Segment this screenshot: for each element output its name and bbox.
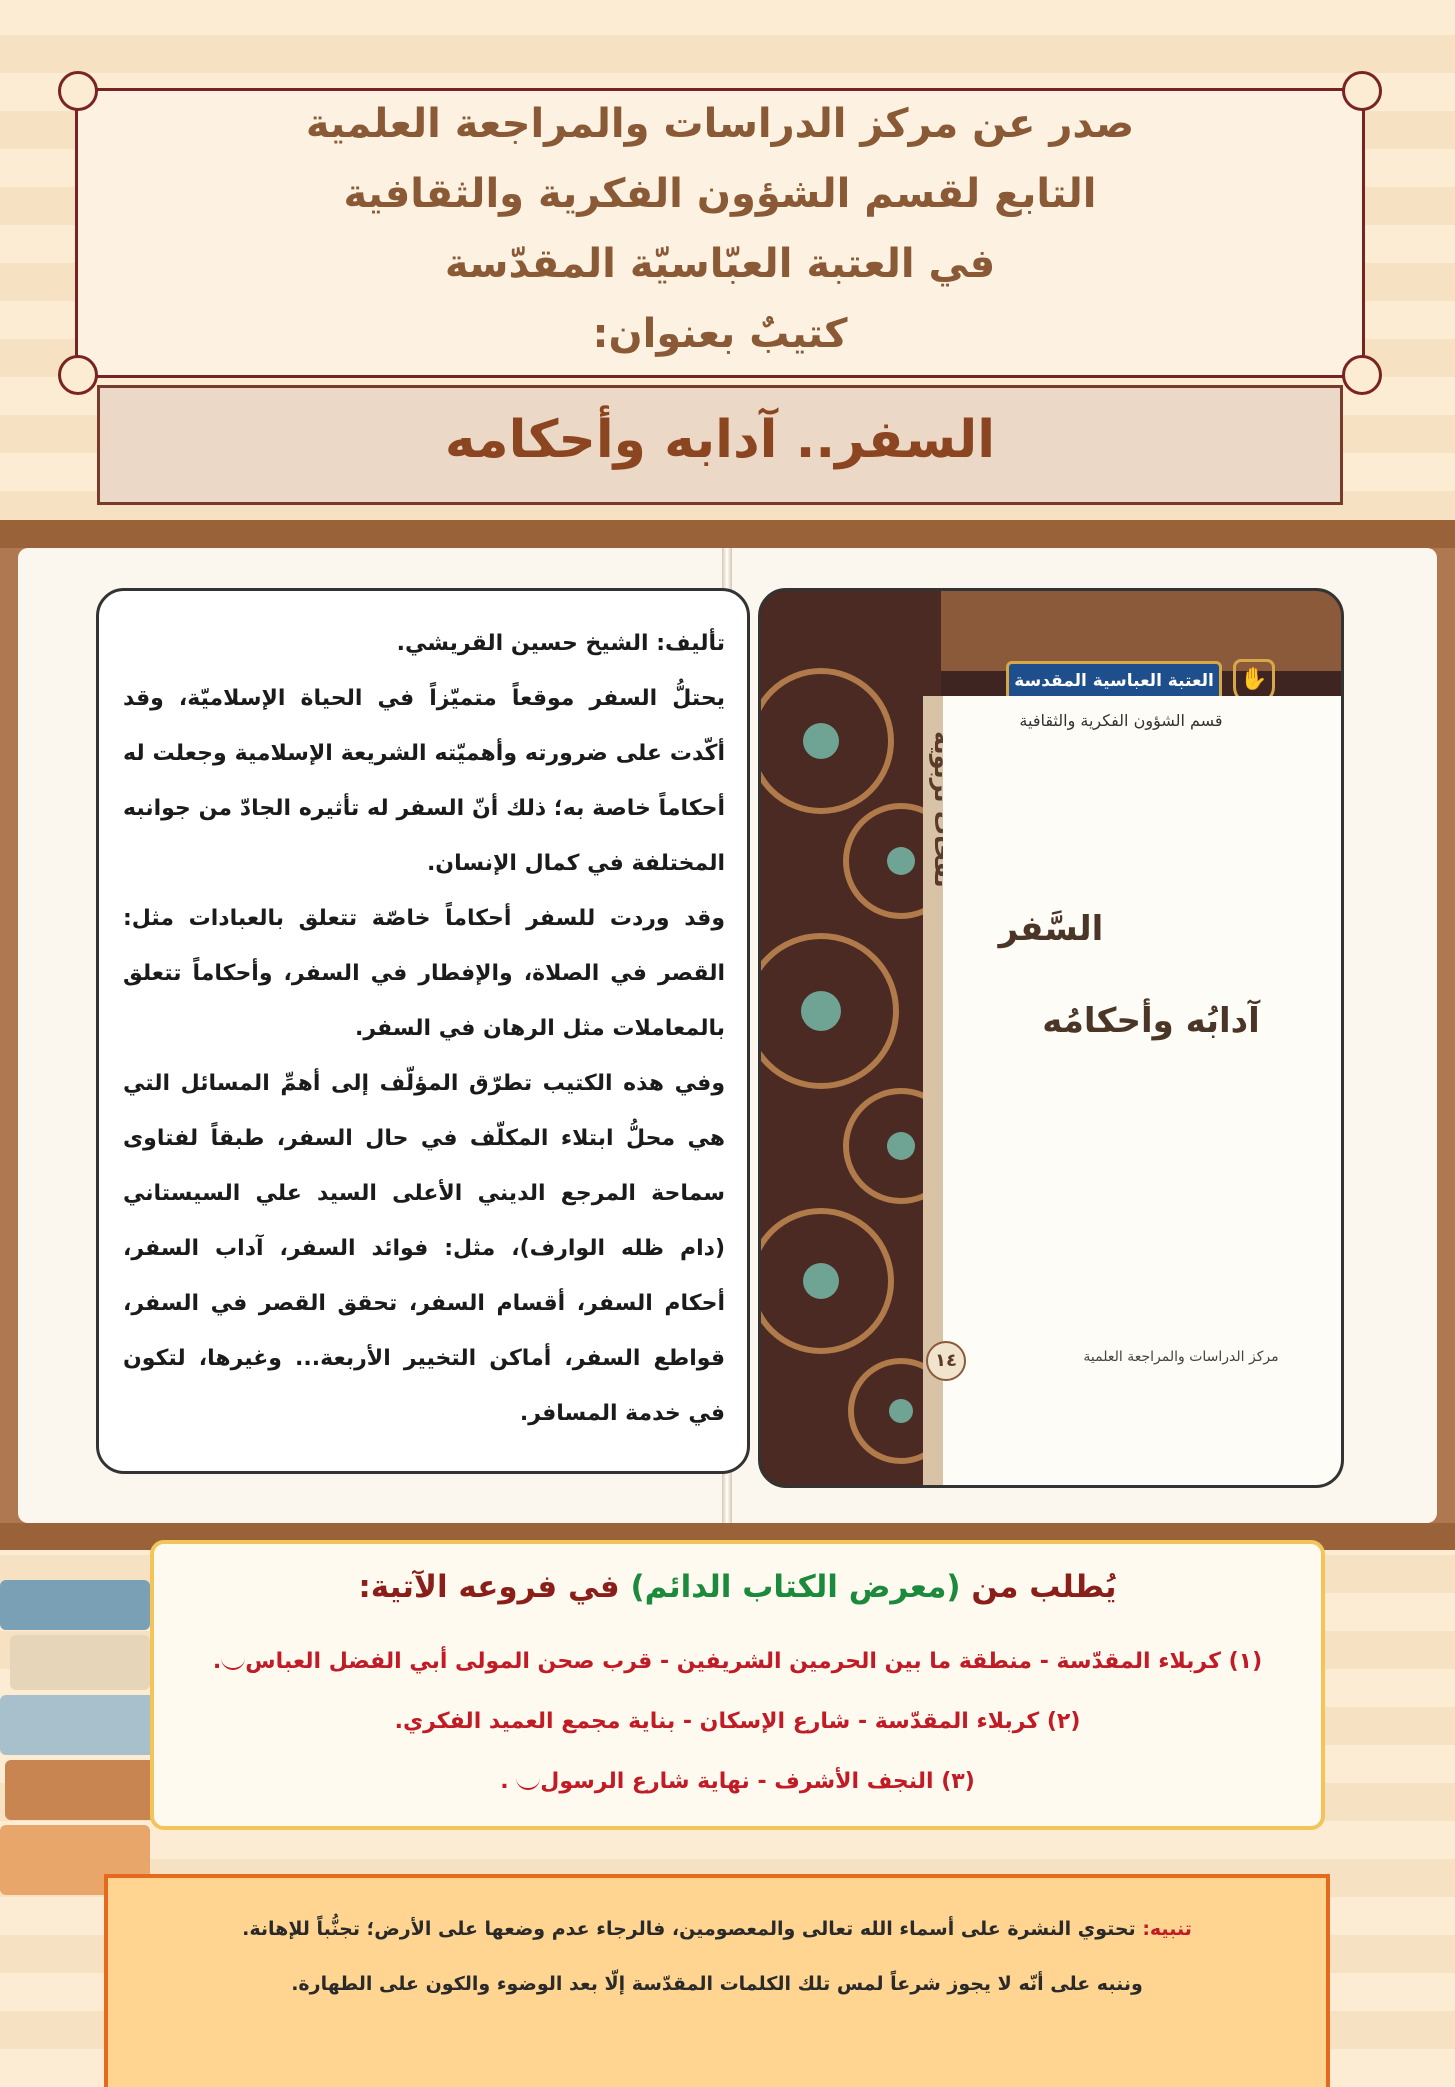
description-text (123, 616, 725, 1441)
hand-emblem-icon: ✋ (1233, 659, 1275, 705)
publisher-header-box (75, 88, 1365, 378)
honorific-seal-icon (221, 1654, 245, 1670)
cover-top-band (941, 591, 1341, 671)
department-label: قسم الشؤون الفكرية والثقافية (1019, 711, 1223, 730)
exhibition-name: (معرض الكتاب الدائم) (630, 1569, 961, 1605)
author-line: تأليف: الشيخ حسين القريشي. (396, 631, 725, 656)
order-prefix: يُطلب من (971, 1569, 1117, 1605)
notice-label: تنبيه: (1142, 1918, 1192, 1940)
order-heading (154, 1569, 1321, 1605)
notice-box (104, 1874, 1330, 2087)
book-title: السفر.. آدابه وأحكامه (444, 410, 996, 470)
cover-title-line-2: آدابُه وأحكامُه (1042, 1001, 1260, 1041)
book-title-box (97, 385, 1343, 505)
description-paragraph-3: وفي هذه الكتيب تطرّق المؤلّف إلى أهمِّ المسائل التي هي محلُّ ابتلاء المكلّف في حال السفر، طبقاً لفتاوى سماحة المرجع الديني الأعلى السيد علي السيستاني (دام ظله الوارف)، مثل: فوائد السفر، آداب السفر، أحكام السفر، أقسام السفر، تحقق القصر في السفر، قواطع السفر، أماكن التخيير الأربعة... وغيرها، لتكون في خدمة المسافر. (123, 1071, 725, 1426)
order-info-box (150, 1540, 1325, 1830)
header-line-3: في العتبة العبّاسيّة المقدّسة (444, 241, 996, 287)
header-line-4: كتيبٌ بعنوان: (592, 311, 848, 357)
branch-3: (٣) النجف الأشرف - نهاية شارع الرسول . (500, 1769, 975, 1794)
description-frame (96, 588, 750, 1474)
branch-1-text: (١) كربلاء المقدّسة - منطقة ما بين الحرمين الشريفين - قرب صحن المولى أبي الفضل العباس (245, 1649, 1263, 1674)
header-line-2: التابع لقسم الشؤون الفكرية والثقافية (343, 171, 1097, 217)
notice-line-1 (108, 1918, 1326, 1940)
series-number-badge: ١٤ (926, 1341, 966, 1381)
cover-white-panel (943, 696, 1341, 1485)
notice-line-2: وننبه على أنّه لا يجوز شرعاً لمس تلك الكلمات المقدّسة إلّا بعد الوضوء والكون على الطهارة. (291, 1973, 1143, 1995)
honorific-seal-icon (516, 1774, 540, 1790)
cover-publisher-label: مركز الدراسات والمراجعة العلمية (1083, 1349, 1279, 1365)
notice-line-1-text: تحتوي النشرة على أسماء الله تعالى والمعصومين، فالرجاء عدم وضعها على الأرض؛ تجنُّباً للإهانة. (242, 1918, 1136, 1940)
cover-title-line-1: السَّفر (998, 909, 1104, 949)
book-stack-decoration (0, 1560, 160, 1910)
arabesque-ornament-strip (761, 591, 941, 1485)
corner-ornament (1342, 355, 1382, 395)
corner-ornament (58, 355, 98, 395)
order-suffix: في فروعه الآتية: (358, 1569, 620, 1605)
book-cover-image (758, 588, 1344, 1488)
description-paragraph-1: يحتلُّ السفر موقعاً متميّزاً في الحياة الإسلاميّة، وقد أكّدت على ضرورته وأهميّته الشريعة الإسلامية وجعلت له أحكاماً خاصة به؛ ذلك أنّ السفر له تأثيره الجادّ من جوانبه المختلفة في كمال الإنسان. (123, 686, 725, 876)
shrine-label: العتبة العباسية المقدسة (1006, 661, 1222, 703)
branch-2: (٢) كربلاء المقدّسة - شارع الإسكان - بناية مجمع العميد الفكري. (394, 1709, 1081, 1734)
branch-1: (١) كربلاء المقدّسة - منطقة ما بين الحرمين الشريفين - قرب صحن المولى أبي الفضل العباس. (212, 1649, 1263, 1674)
description-paragraph-2: وقد وردت للسفر أحكاماً خاصّة تتعلق بالعبادات مثل: القصر في الصلاة، والإفطار في السفر، وأحكاماً تتعلق بالمعاملات مثل الرهان في السفر. (123, 906, 725, 1041)
branch-3-text: (٣) النجف الأشرف - نهاية شارع الرسول (540, 1769, 975, 1794)
arabesque-ornament-icon (761, 591, 941, 1488)
header-line-1: صدر عن مركز الدراسات والمراجعة العلمية (305, 101, 1135, 147)
